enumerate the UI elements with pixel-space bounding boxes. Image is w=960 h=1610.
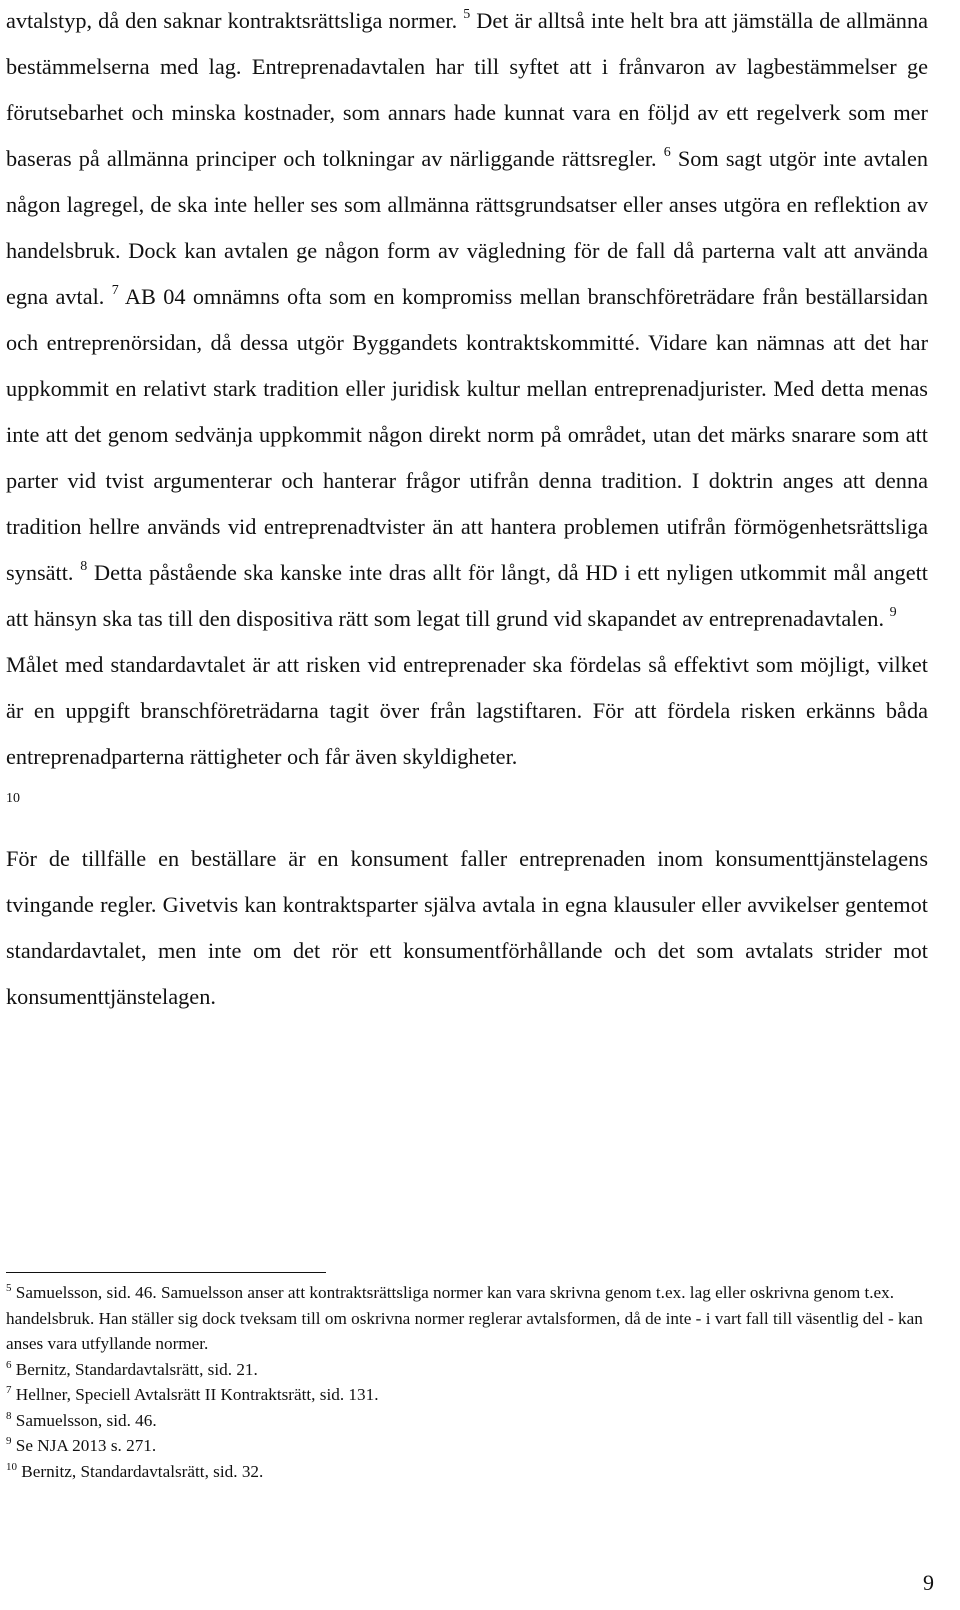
text-run: Detta påstående ska kanske inte dras allt för långt, då HD i ett nyligen utkommit mål angett att hänsyn ska tas till den dispositiva rätt som legat till grund vid skapandet av entreprenadavtalen. — [6, 560, 928, 631]
footnote-number: 9 — [6, 1435, 12, 1447]
footnote-number: 10 — [6, 1460, 17, 1473]
footnote — [6, 1280, 928, 1357]
paragraph-gap — [6, 826, 928, 836]
footnote-reference[interactable]: 7 — [111, 283, 119, 298]
footnote-separator — [6, 1272, 326, 1273]
footnote-reference[interactable]: 5 — [463, 7, 471, 22]
text-run: Målet med standardavtalet är att risken vid entreprenader ska fördelas så effektivt som möjligt, vilket är en uppgift branschföreträdarna tagit över från lagstiftaren. För att fördela risken erkänns båda entreprenadparterna rättigheter och får även skyldigheter. — [6, 652, 928, 769]
text-run: Som sagt utgör inte avtalen någon lagregel, de ska inte heller ses som allmänna rättsgrundsatser eller anses utgöra en reflektion av handelsbruk. Dock kan avtalen ge någon form av vägledning för de fall då parterna valt att använda egna avtal. — [6, 146, 928, 309]
footnote — [6, 1408, 928, 1434]
footnote-reference[interactable]: 10 — [6, 791, 20, 806]
footnote-reference[interactable]: 8 — [80, 559, 88, 574]
footnote-text: Bernitz, Standardavtalsrätt, sid. 32. — [17, 1461, 264, 1481]
footnote-text: Samuelsson, sid. 46. Samuelsson anser att kontraktsrättsliga normer kan vara skrivna genom t.ex. lag eller oskrivna genom t.ex. handelsbruk. Han ställer sig dock tveksam till om oskrivna normer reglerar avtalsformen, då de inte - i vart fall till väsentlig del - kan anses vara utfyllande normer. — [6, 1283, 923, 1353]
footnote-text: Se NJA 2013 s. 271. — [11, 1436, 157, 1455]
footnotes — [6, 1280, 928, 1484]
document-page — [6, 0, 928, 1020]
text-run: avtalstyp, då den saknar kontraktsrättsliga normer. — [6, 8, 464, 33]
body-paragraph: För de tillfälle en beställare är en konsument faller entreprenaden inom konsumenttjänstelagens tvingande regler. Givetvis kan kontraktsparter själva avtala in egna klausuler eller avvikelser gentemot standardavtalet, men inte om det rör ett konsumentförhållande och det som avtalats strider mot konsumenttjänstelagen. — [6, 846, 928, 1009]
footnote — [6, 1382, 928, 1408]
footnote-reference[interactable]: 6 — [663, 145, 671, 160]
page-number: 9 — [923, 1570, 934, 1595]
footnote-number: 8 — [6, 1409, 12, 1422]
body-paragraph — [6, 642, 928, 826]
footnote-text: Hellner, Speciell Avtalsrätt II Kontraktsrätt, sid. 131. — [11, 1385, 379, 1404]
footnote-reference[interactable]: 9 — [889, 605, 897, 620]
footnote-number: 7 — [6, 1384, 12, 1396]
text-run: Det är alltså inte helt bra att jämställa de allmänna bestämmelserna med lag. Entreprenadavtalen har till syftet att i frånvaron av lagbestämmelser ge förutsebarhet och minska kostnader, som annars hade kunnat vara en följd av ett regelverk som mer baseras på allmänna principer och tolkningar av närliggande rättsregler. — [6, 8, 928, 171]
footnote-number: 5 — [6, 1282, 12, 1294]
footnote-number: 6 — [6, 1358, 12, 1371]
body-paragraph — [6, 0, 928, 642]
footnote-text: Bernitz, Standardavtalsrätt, sid. 21. — [11, 1359, 258, 1379]
footnote-text: Samuelsson, sid. 46. — [11, 1410, 157, 1430]
footnote — [6, 1357, 928, 1383]
text-run: AB 04 omnämns ofta som en kompromiss mellan branschföreträdare från beställarsidan och entreprenörsidan, då dessa utgör Byggandets kontraktskommitté. Vidare kan nämnas att det har uppkommit en relativt stark tradition eller juridisk kultur mellan entreprenadjurister. Med detta menas inte att det genom sedvänja uppkommit någon direkt norm på området, utan det märks snarare som att parter vid tvist argumenterar och hanterar frågor utifrån denna tradition. I doktrin anges att denna tradition hellre används vid entreprenadtvister än att hantera problemen utifrån förmögenhetsrättsliga synsätt. — [6, 284, 928, 585]
footnote — [6, 1459, 928, 1485]
footnote — [6, 1433, 928, 1459]
